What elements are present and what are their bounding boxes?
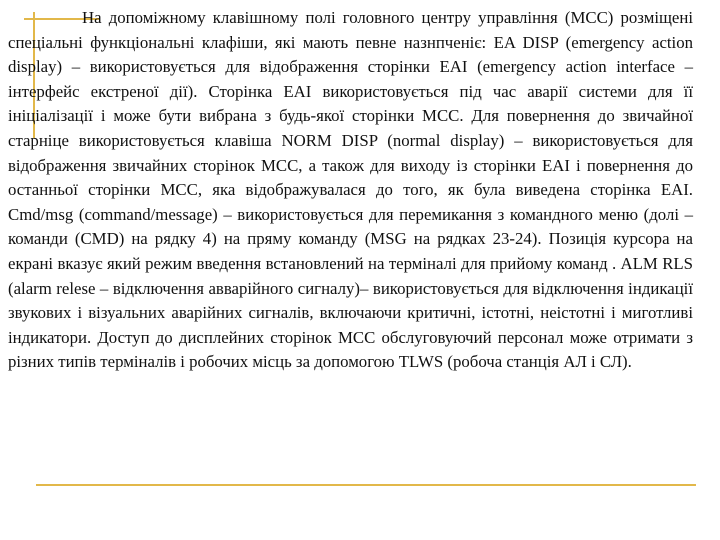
body-paragraph: На допоміжному клавішному полі головного центру управління (МСС) розміщені спеціальні функціональні клафіши, які мають певне назнпченіє: EA DISP (emergency action display) – використовується для відображення сторінки EAI (emergency action interface – інтерфейс екстреної дії). Сторінка EAI використовується під час аварії системи для її ініціалізації і може бути вибрана з будь-якої сторінки МСС. Для повернення до звичайної старніце використовується клавіша NORM DISP (normal display) – використовується для відображення звичайних сторінок МСС, а також для виходу із сторінки EAI і повернення до останньої сторінки МСС, яка відображувалася до того, як була виведена сторінка EAI. Cmd/msg (command/message) – використовується для перемикання з командного меню (долі – команди (CMD) на рядку 4) на пряму команду (MSG на рядках 23-24). Позиція курсора на екрані вказує який режим введення встановлений на терміналі для прийому команд . ALM RLS (alarm relese – відключення авварійного сигналу)– використовується для відключення індикації звукових і візуальних аварійних сигналів, включаючи критичні, істотні, неістотні і миготливі індикатори. Доступ до дисплейних сторінок МСС обслуговуючий персонал може отримати з різних типів терміналів і робочих місць за допомогою TLWS (робоча станція АЛ і СЛ). <box>8 8 693 372</box>
decorative-bottom-line <box>36 484 696 486</box>
